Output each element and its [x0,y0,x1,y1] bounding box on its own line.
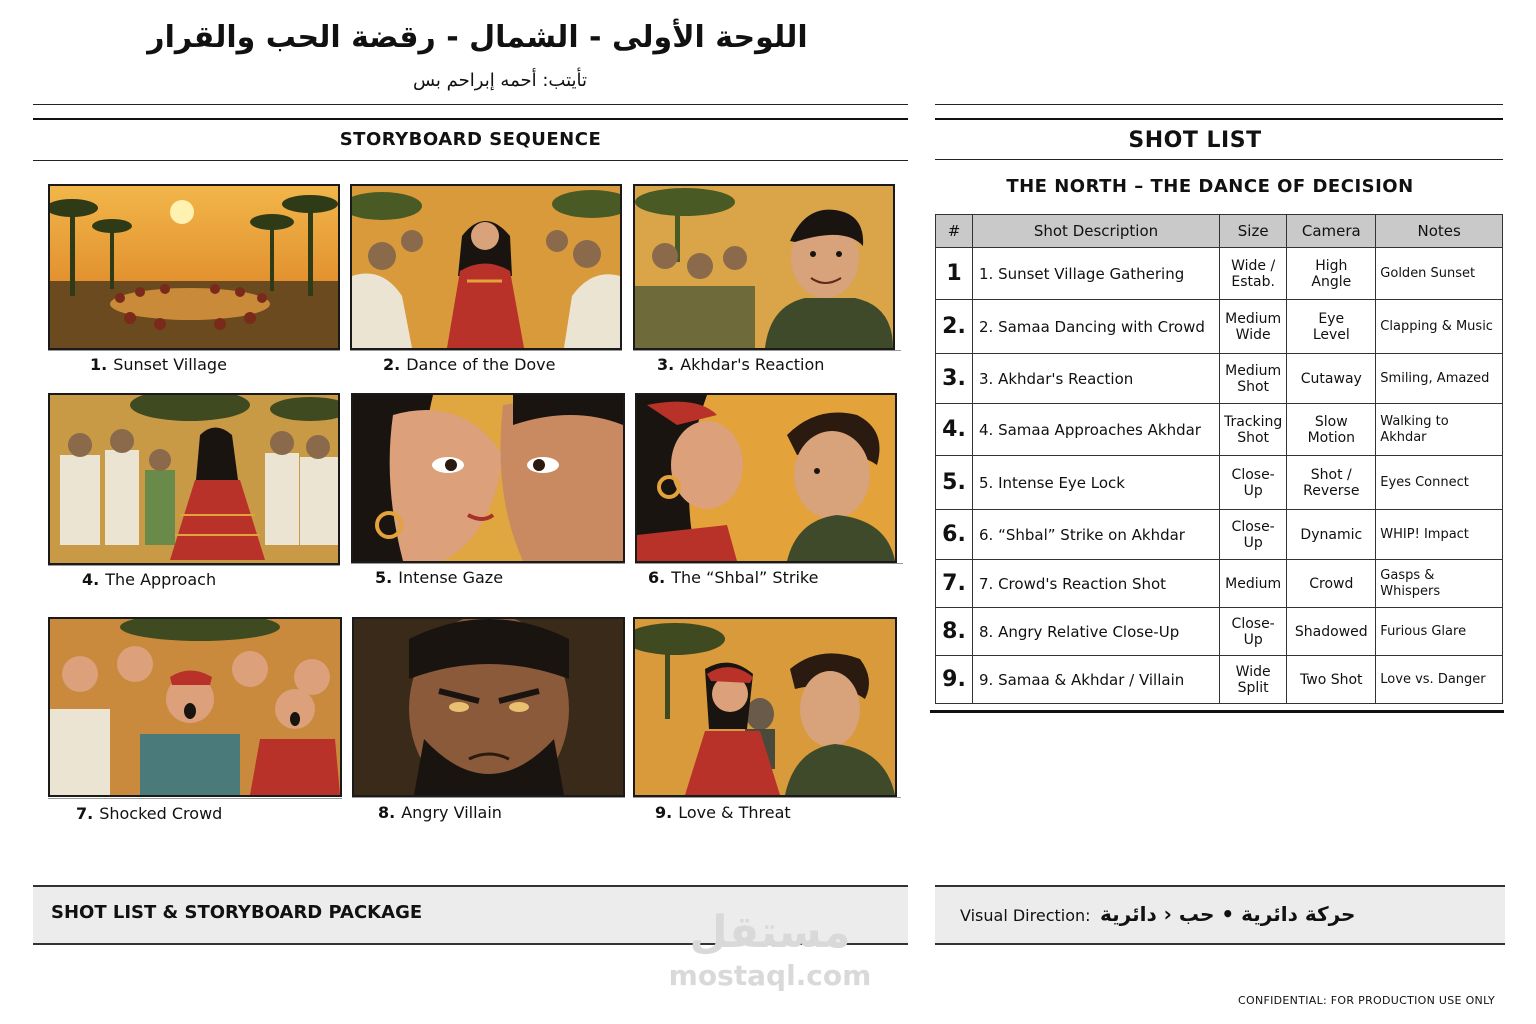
column-header: # [936,215,973,248]
shot-number: 7. [936,560,973,608]
storyboard-panel-8[interactable] [352,617,625,797]
shot-size-line: Close-Up [1231,466,1275,499]
table-row [936,560,1503,608]
shot-size-line: Shot [1237,378,1270,395]
shot-number: 5. [936,456,973,510]
shot-description: 4. Samaa Approaches Akhdar [973,404,1220,456]
shot-camera [1287,354,1376,404]
shot-camera-line: Slow [1314,413,1348,430]
visual-direction-value: حركة دائرية • حب ‹ دائرية [1100,902,1356,926]
shot-number: 6. [936,510,973,560]
shot-number: 3. [936,354,973,404]
page-title: اللوحة الأولى - الشمال - رقضة الحب والقرار [147,20,808,55]
intense-gaze-illustration [353,395,623,561]
panel-caption-4: 4. The Approach [82,570,217,589]
storyboard-panel-2[interactable] [350,184,622,350]
shot-size [1220,560,1287,608]
shot-camera-line: Level [1312,326,1350,343]
shot-notes: Gasps & Whispers [1376,560,1503,608]
shot-description: 9. Samaa & Akhdar / Villain [973,656,1220,704]
shot-camera [1287,510,1376,560]
shot-number: 2. [936,300,973,354]
shot-camera [1287,404,1376,456]
shot-camera [1287,608,1376,656]
shot-notes: Clapping & Music [1376,300,1503,354]
table-row [936,300,1503,354]
divider [635,563,903,564]
shot-notes: Walking to Akhdar [1376,404,1503,456]
shot-size-line: Medium [1225,310,1282,327]
shot-size [1220,404,1287,456]
shot-size [1220,248,1287,300]
shot-description: 3. Akhdar's Reaction [973,354,1220,404]
column-header: Notes [1376,215,1503,248]
divider [351,563,625,564]
shot-camera-line: Two Shot [1300,671,1363,688]
love-threat-illustration [635,619,895,795]
shot-description: 6. “Shbal” Strike on Akhdar [973,510,1220,560]
divider [33,160,908,161]
panel-caption-6: 6. The “Shbal” Strike [648,568,819,587]
dancer-illustration [352,186,620,348]
panel-caption-9: 9. Love & Threat [655,803,791,822]
shot-camera [1287,656,1376,704]
shot-description: 5. Intense Eye Lock [973,456,1220,510]
shot-description: 2. Samaa Dancing with Crowd [973,300,1220,354]
panel-caption-1: 1. Sunset Village [90,355,227,374]
shot-camera-line: Shadowed [1294,623,1368,640]
panel-caption-2: 2. Dance of the Dove [383,355,556,374]
shot-number: 9. [936,656,973,704]
shot-camera [1287,248,1376,300]
panel-caption-5: 5. Intense Gaze [375,568,504,587]
shot-size-line: Close-Up [1231,615,1275,648]
table-row [936,456,1503,510]
shot-size-line: Medium [1225,362,1282,379]
shot-camera-line: Dynamic [1300,526,1363,543]
column-header: Camera [1287,215,1376,248]
column-header: Shot Description [973,215,1220,248]
watermark [660,905,880,991]
shot-size [1220,300,1287,354]
shot-notes: Smiling, Amazed [1376,354,1503,404]
shot-size-line: Estab. [1231,273,1275,290]
watermark-arabic: مستقل [689,907,851,958]
shot-size [1220,354,1287,404]
shot-number: 1 [936,248,973,300]
approach-illustration [50,395,338,563]
storyboard-panel-6[interactable] [635,393,897,563]
shot-list-heading: SHOT LIST [1128,128,1262,153]
shot-camera-line: Crowd [1309,575,1354,592]
divider [350,350,622,351]
divider [48,798,342,799]
shot-size-line: Close-Up [1231,518,1275,551]
angry-villain-illustration [354,619,623,795]
shot-notes: Eyes Connect [1376,456,1503,510]
table-row [936,404,1503,456]
divider [935,118,1503,120]
shot-description: 7. Crowd's Reaction Shot [973,560,1220,608]
shot-camera-line: Shot / [1310,466,1352,483]
storyboard-panel-3[interactable] [633,184,895,350]
shot-camera [1287,560,1376,608]
panel-caption-8: 8. Angry Villain [378,803,502,822]
shot-size-line: Wide Split [1235,663,1271,696]
table-row [936,608,1503,656]
column-header: Size [1220,215,1287,248]
shot-camera-line: Motion [1307,429,1356,446]
divider [633,797,901,798]
shot-camera [1287,300,1376,354]
shot-size-line: Medium [1225,575,1282,592]
table-bottom-rule [930,710,1504,713]
shot-notes: Love vs. Danger [1376,656,1503,704]
divider [33,118,908,120]
shot-size-line: Tracking [1224,413,1283,430]
shot-number: 8. [936,608,973,656]
shot-list-subheading: THE NORTH – THE DANCE OF DECISION [1006,176,1414,197]
storyboard-panel-7[interactable] [48,617,342,797]
table-row [936,248,1503,300]
shot-camera-line: Angle [1311,273,1352,290]
divider [48,565,340,566]
shot-camera-line: Reverse [1303,482,1360,499]
sunset-village-illustration [50,186,338,348]
divider [633,350,901,351]
shot-size [1220,608,1287,656]
shot-size-line: Wide [1235,326,1271,343]
shot-size [1220,656,1287,704]
divider [935,159,1503,160]
page-subtitle: تأيتب: أحمه إبراحم بس [412,70,588,91]
divider [33,104,908,105]
divider [48,350,340,351]
storyboard-panel-4[interactable] [48,393,340,565]
confidential-note: CONFIDENTIAL: FOR PRODUCTION USE ONLY [1238,994,1496,1007]
shot-size [1220,510,1287,560]
footer-visual-direction-box [935,885,1505,945]
shot-description: 8. Angry Relative Close-Up [973,608,1220,656]
panel-caption-3: 3. Akhdar's Reaction [657,355,825,374]
table-header-row [936,215,1503,248]
shot-camera-line: High [1315,257,1348,274]
shot-number: 4. [936,404,973,456]
shot-camera-line: Cutaway [1300,370,1362,387]
akhdar-reaction-illustration [635,186,893,348]
shot-notes: WHIP! Impact [1376,510,1503,560]
visual-direction-label: Visual Direction: [960,906,1091,925]
table-row [936,510,1503,560]
shot-camera [1287,456,1376,510]
storyboard-heading: STORYBOARD SEQUENCE [339,129,602,150]
table-row [936,354,1503,404]
shot-size-line: Wide / [1231,257,1276,274]
shot-description: 1. Sunset Village Gathering [973,248,1220,300]
storyboard-panel-5[interactable] [351,393,625,563]
shot-notes: Furious Glare [1376,608,1503,656]
watermark-url: mostaql.com [668,959,872,992]
storyboard-panel-1[interactable] [48,184,340,350]
shot-list-table [935,214,1503,704]
storyboard-panel-9[interactable] [633,617,897,797]
divider [935,104,1503,105]
shot-size [1220,456,1287,510]
shot-camera-line: Eye [1318,310,1345,327]
shot-size-line: Shot [1237,429,1270,446]
table-row [936,656,1503,704]
panel-caption-7: 7. Shocked Crowd [76,804,223,823]
shbal-strike-illustration [637,395,895,561]
footer-package-label: SHOT LIST & STORYBOARD PACKAGE [51,902,423,923]
shot-notes: Golden Sunset [1376,248,1503,300]
divider [352,797,625,798]
shocked-crowd-illustration [50,619,340,795]
